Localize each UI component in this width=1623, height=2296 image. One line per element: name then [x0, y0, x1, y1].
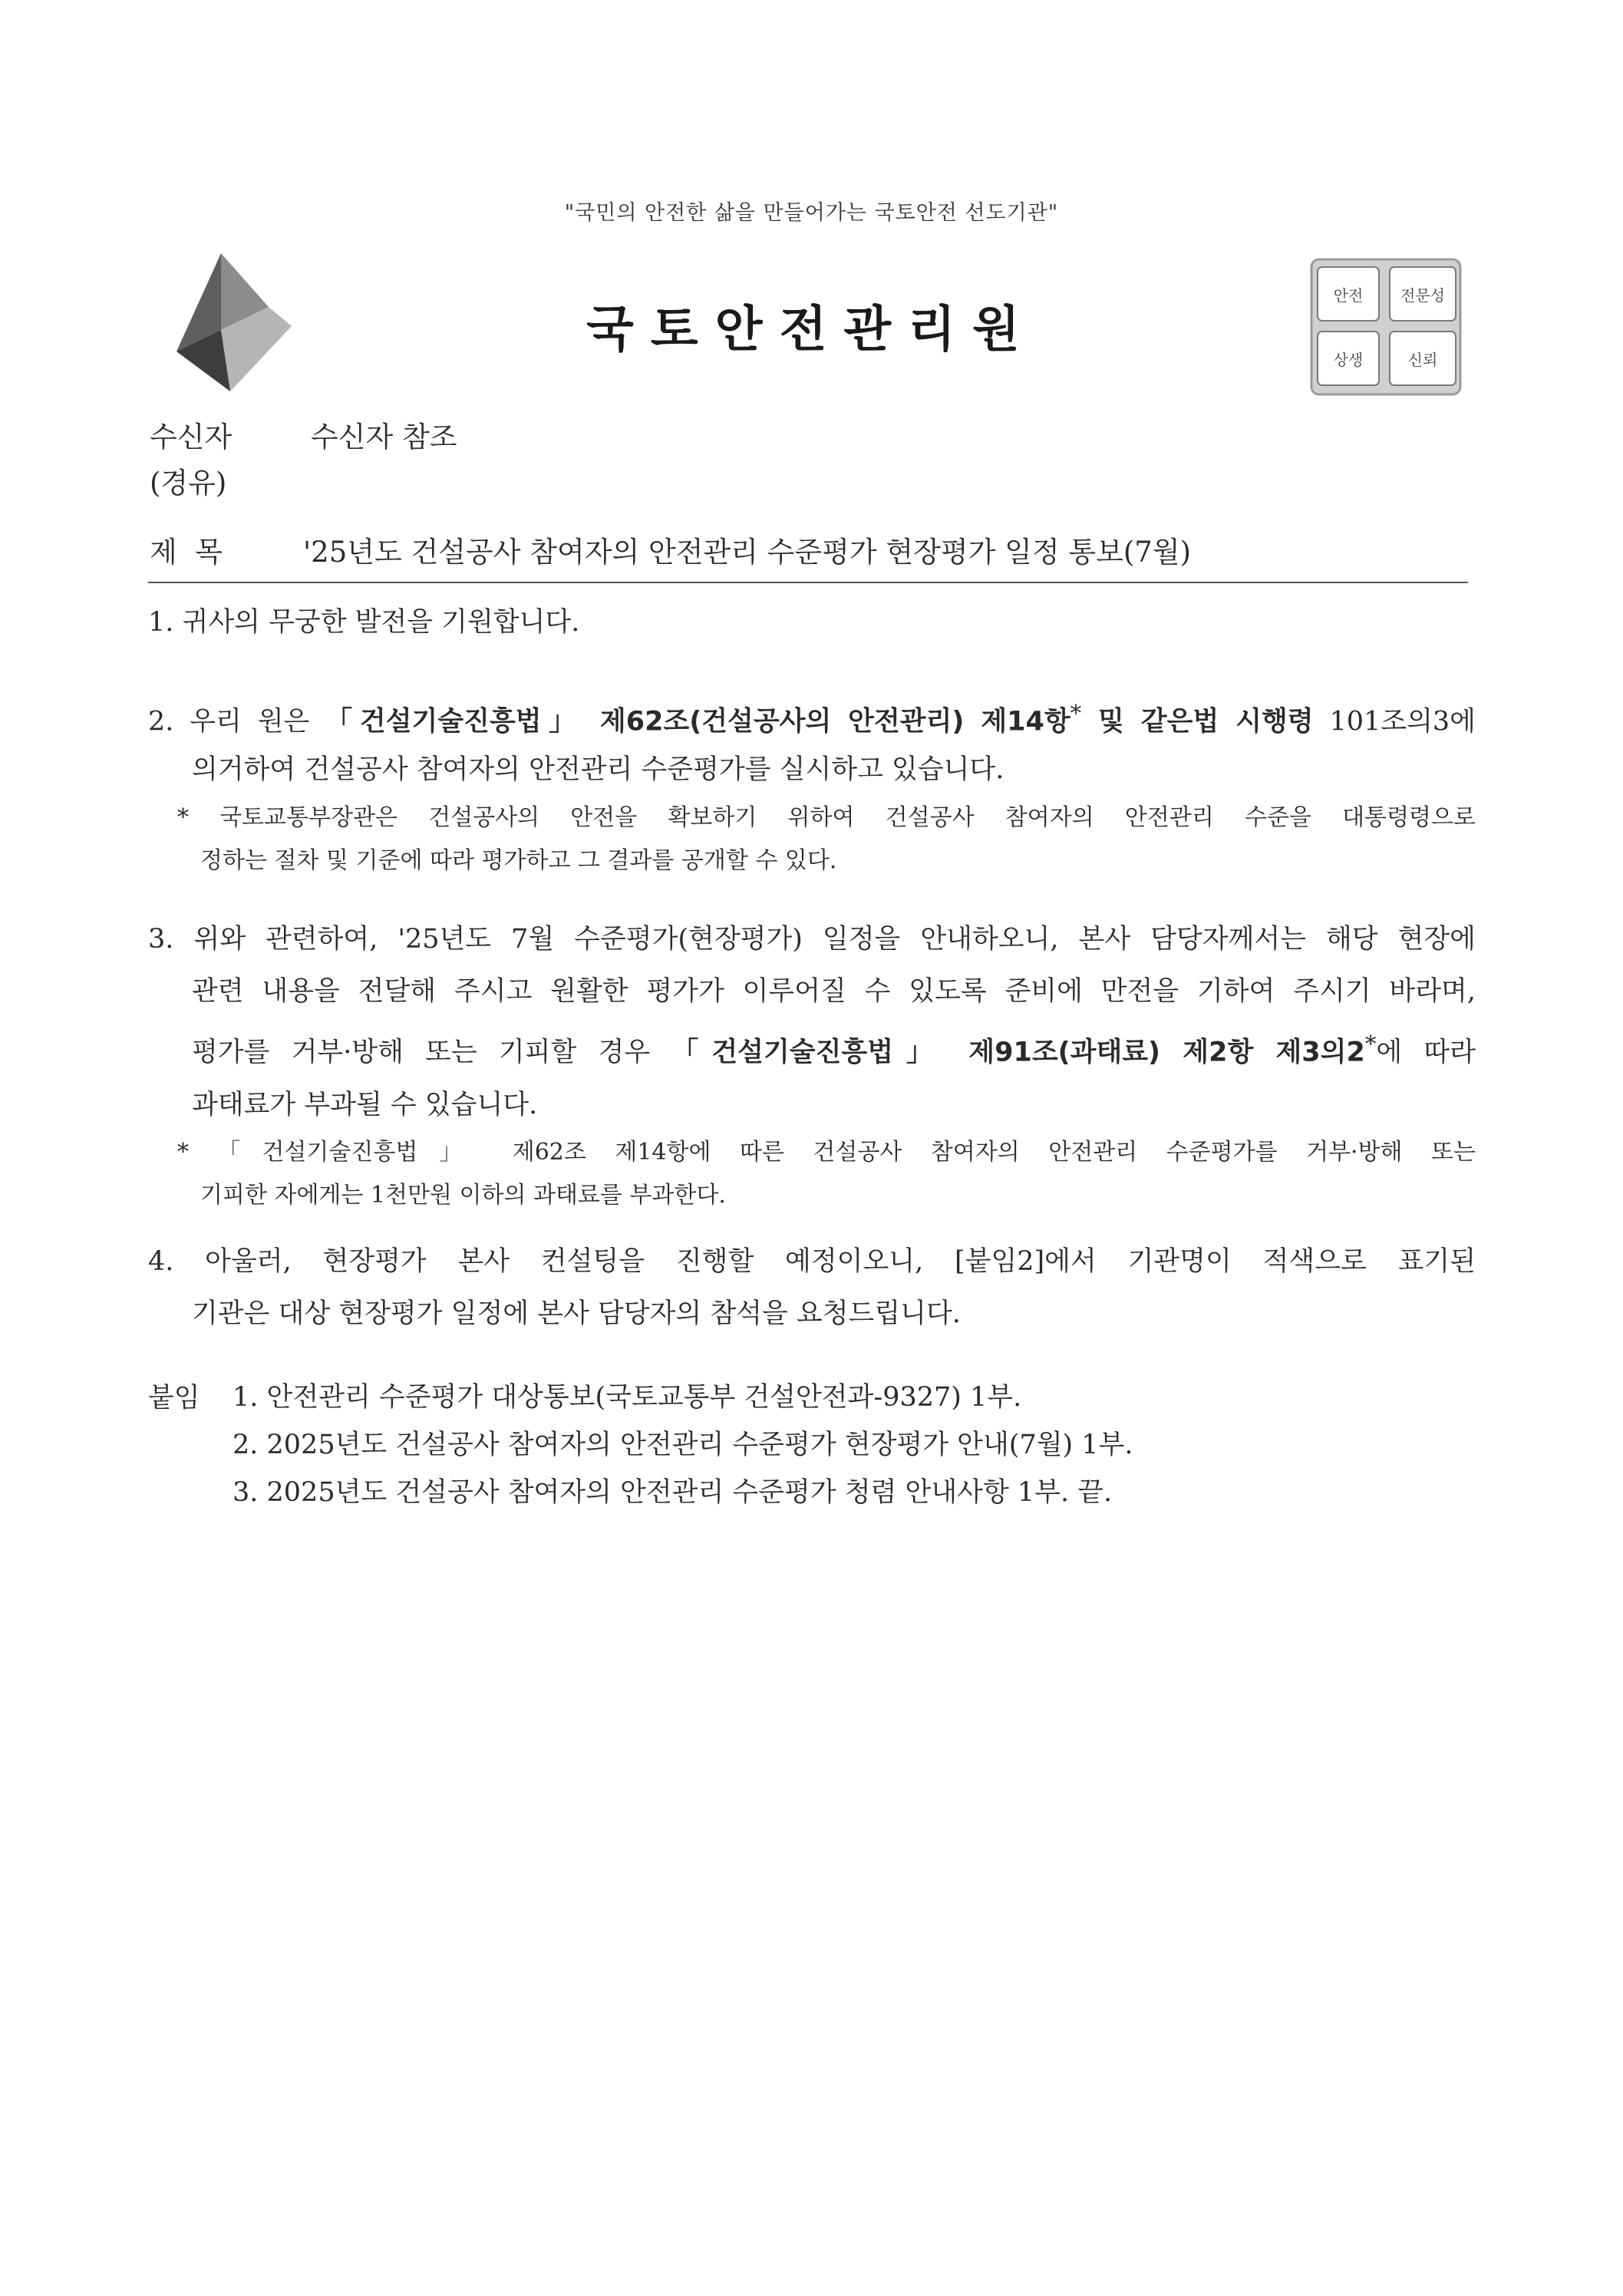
p3-note-line-1: * 「건설기술진흥법」 제62조 제14항에 따른 건설공사 참여자의 안전관리 수준평가를 거부·방해 또는 [177, 1138, 1476, 1166]
p4-line-2: 기관은 대상 현장평가 일정에 본사 담당자의 참석을 요청드립니다. [192, 1298, 961, 1329]
paragraph-2-line-2: 의거하여 건설공사 참여자의 안전관리 수준평가를 실시하고 있습니다. [192, 754, 1004, 785]
p3-line-4: 과태료가 부과될 수 있습니다. [192, 1089, 538, 1120]
p4-line-1: 4. 아울러, 현장평가 본사 컨설팅을 진행할 예정이오니, [붙임2]에서 기관명이 적색으로 표기된 [148, 1246, 1476, 1277]
p2-text-b: 101조의3에 [1313, 706, 1476, 737]
stamp-word-coexistence: 상생 [1333, 351, 1364, 369]
paragraph-3 [148, 913, 1476, 1217]
stamp-word-trust: 신뢰 [1407, 351, 1438, 369]
p2-note-line-2: 정하는 절차 및 기준에 따라 평가하고 그 결과를 공개할 수 있다. [200, 846, 837, 874]
p3-footnote-mark: * [1364, 1031, 1377, 1057]
p3-line-1: 3. 위와 관련하여, '25년도 7월 수준평가(현장평가) 일정을 안내하오니, 본사 담당자께서는 해당 현장에 [148, 924, 1476, 955]
attachments-list [233, 1374, 1133, 1516]
via-label: (경유) [150, 467, 227, 500]
attachment-item: 2. 2025년도 건설공사 참여자의 안전관리 수준평가 현장평가 안내(7월) 1부. [233, 1430, 1133, 1460]
paragraph-2-line-1 [148, 689, 1476, 746]
p2-text-a: 2. 우리 원은 [148, 706, 326, 737]
slogan: "국민의 안전한 삶을 만들어가는 국토안전 선도기관" [564, 201, 1059, 225]
attachment-item: 3. 2025년도 건설공사 참여자의 안전관리 수준평가 청렴 안내사항 1부. 끝. [233, 1477, 1113, 1508]
subject-divider [148, 582, 1468, 583]
p3-text-a: 평가를 거부·방해 또는 기피할 경우 [192, 1037, 672, 1068]
subject-value: '25년도 건설공사 참여자의 안전관리 수준평가 현장평가 일정 통보(7월) [303, 536, 1192, 569]
p3-text-b: 에 따라 [1376, 1037, 1476, 1068]
values-stamp [1310, 258, 1462, 396]
p2-law-reference: 「건설기술진흥법」 제62조(건설공사의 안전관리) 제14항 [325, 706, 1070, 737]
p2-law-reference-2: 및 같은법 시행령 [1081, 706, 1314, 737]
p2-footnote-mark: * [1070, 700, 1082, 726]
stamp-word-safety: 안전 [1333, 286, 1364, 305]
stamp-word-expertise: 전문성 [1400, 286, 1445, 305]
recipient-value: 수신자 참조 [311, 421, 457, 454]
paragraph-4 [148, 1235, 1476, 1340]
p3-note-line-2: 기피한 자에게는 1천만원 이하의 과태료를 부과한다. [200, 1181, 726, 1209]
paragraph-2 [148, 689, 1476, 882]
paragraph-3-note [148, 1131, 1476, 1217]
paragraph-2-note [148, 797, 1476, 882]
attachments-label: 붙임 [148, 1383, 200, 1414]
p3-line-2: 관련 내용을 전달해 주시고 원활한 평가가 이루어질 수 있도록 준비에 만전을 기하여 주시기 바라며, [192, 976, 1476, 1007]
p3-law-reference: 「건설기술진흥법」 제91조(과태료) 제2항 제3의2 [671, 1037, 1365, 1068]
recipient-label: 수신자 [150, 421, 233, 454]
p3-line-3 [148, 1018, 1476, 1079]
attachment-item: 1. 안전관리 수준평가 대상통보(국토교통부 건설안전과-9327) 1부. [233, 1382, 1022, 1413]
subject-label: 제 목 [150, 536, 223, 569]
p2-note-line-1: * 국토교통부장관은 건설공사의 안전을 확보하기 위하여 건설공사 참여자의 안전관리 수준을 대통령령으로 [177, 803, 1476, 831]
paragraph-1: 1. 귀사의 무궁한 발전을 기원합니다. [148, 607, 580, 638]
organization-name: 국토안전관리원 [586, 302, 1037, 358]
